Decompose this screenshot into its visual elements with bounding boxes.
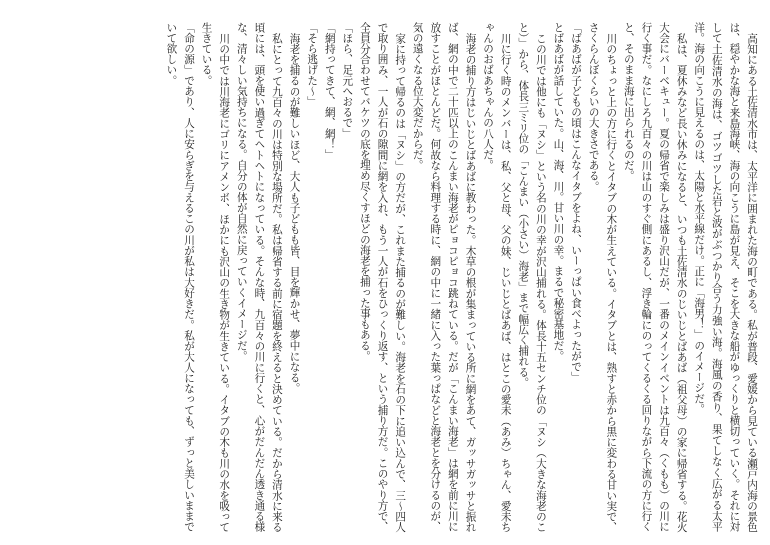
vertical-essay-text: [162, 22, 760, 532]
dialog-line: 「ばあばが子どもの頃はこんなイタブをよね、いーっぱい食べよったがで」: [570, 22, 583, 383]
paragraph: 川に行く時のメンバーは、私、父と母、父の妹、じいじとばあば、はとこの愛未（あみ）ちゃん、愛未ちゃんのおばあちゃんの八人だ。: [482, 22, 512, 532]
closing-line: 「命の源」であり、人に安らぎを与えるこの川が私は大好きだ。私が大人になっても、ずっと美しいままでいて欲しい。: [165, 22, 195, 532]
paragraph: 私にとって九百々の川は特別な場所だ。私は帰省する前に宿題を終えると決めている。だから清水に来る頃には、頭を使い過ぎてヘトヘトになっている。そんな時、九百々の川に行くと、心がだんだん透き通る様な、清々しい気持ちになる。自分の体が自然に戻っていくイメージだ。: [235, 22, 283, 532]
paragraph: 川のちょっと上の方に行くとイタブの木が生えている。イタブとは、熟すと赤から黒に変わる甘い実で、さくらんぼくらいの大きさである。: [587, 22, 618, 532]
paragraph: 高知にある土佐清水市は、太平洋に囲まれた海の町である。私が普段、愛媛から見ている瀬戸内海の景色は、穏やかな海と来島海峡、海の向こうに島が見え、そこを大きな船がゆっくりと横切っていく。それに対して土佐清水の海は、ゴツゴツした岩と波がぶつかり合う力強い海。海風の香り、果てしなく広がる太平洋。海の向こうに見えるのは、太陽と水平線だけ。正に「海男！」のイメージだ。: [693, 22, 758, 532]
paragraph: 家に持って帰るのは「ヌシ」の方だが、これまた捕るのが難しい。海老を石の下に追い込んで、三〜四人で取り囲み、一人が石の隙間に網を入れ、もう一人が石をひっくり返す、という捕り方だ。このやり方で、全員分合わせてバケツの底を埋め尽くすほどの海老を捕った事もある。: [358, 22, 407, 532]
dialog-line: 「そら逃げた〜」: [306, 22, 319, 107]
paragraph: 私は、夏休みなど長い休みになると、いつも土佐清水のじいじとばあば（祖父母）の家に帰省する。花火大会にバーベキュー。夏の帰省で楽しみは盛り沢山だが、一番のメインイベントは九百々（くもも）の川に行く事だ。なにしろ九百々の川は山のすぐ側にあるし、浮き輪にのってくるくる回りながら下流の方に行くと、そのまま海に出られるのだ。: [622, 22, 688, 532]
paragraph: とばあばが話していた。山、海、川。甘い川の幸。まるで秘密基地だ。: [552, 22, 565, 362]
paragraph: 海老を捕るのが難しいほど、大人も子どもも皆、目を輝かせ、夢中になる。: [288, 32, 301, 393]
paragraph: 海老の捕り方はじいじとばあばに教わった。木草の根が集まっている所に網をあて、ガッサガッサと振れば、網の中で二十匹以上のこんまい海老がピョコピョコ跳ねている。だが「こんまい海老」は網を前に川に放すことがほとんどだ。何故なら料理する時に、網の中に一緒に入った葉っぱなどと海老とを分けるのが、気の遠くなる位大変だからだ。: [411, 22, 477, 532]
paragraph: 川の中では川海老にゴリにアメンボ、ほかにも沢山の生き物が生きている。イタブの木も川の水を吸って生きている。: [200, 22, 231, 532]
dialog-line: 「ほら、足元へおるで」: [341, 22, 354, 139]
dialog-line: 「網持ってきて、網、網！」: [323, 22, 336, 160]
paragraph: この川では他にも「ヌシ」という名の川の幸が沢山捕れる。体長十五センチ位の「ヌシ（大きな海老のこと）」から、体長三ミリ位の「こんまい（小さい）海老」まで幅広く捕れる。: [517, 22, 547, 532]
